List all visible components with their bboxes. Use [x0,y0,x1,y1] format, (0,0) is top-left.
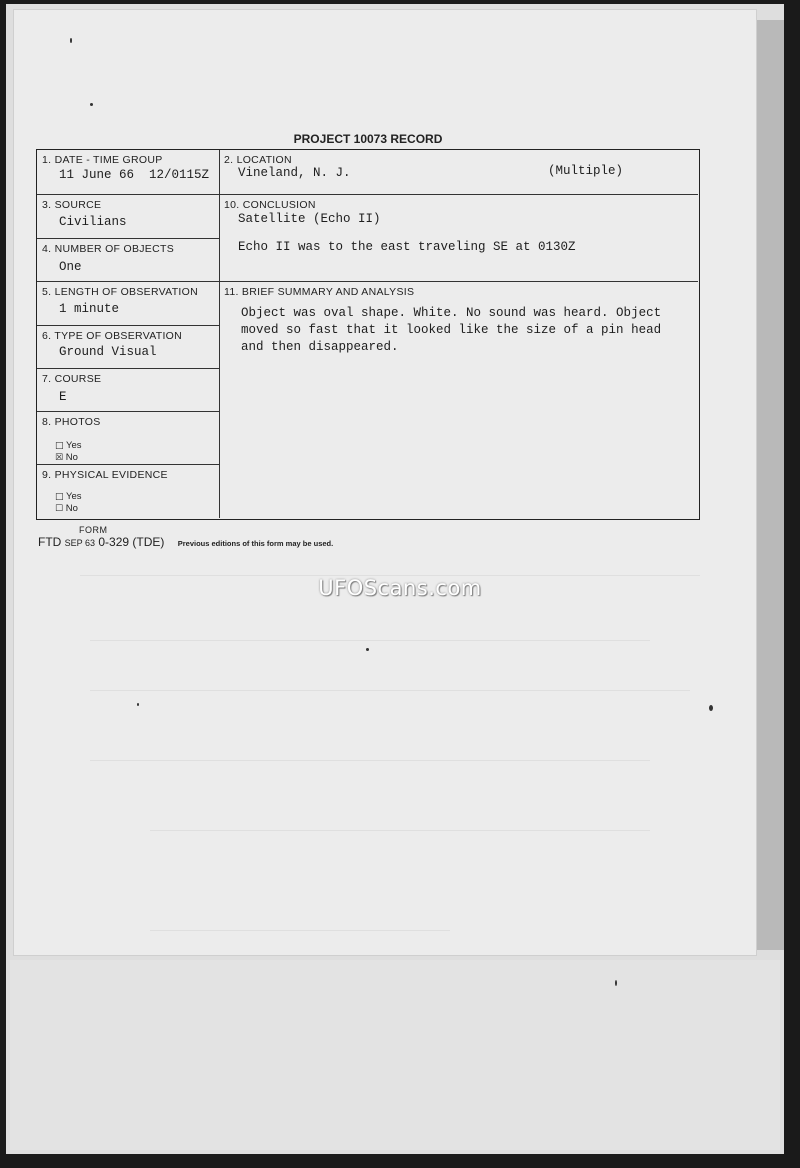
location-note: (Multiple) [548,164,624,178]
source-value: Civilians [59,215,127,229]
photos-no-label: No [65,452,78,463]
footer-form-number: 0-329 (TDE) [98,535,165,549]
photos-label: 8. PHOTOS [42,416,101,428]
physical-evidence-label: 9. PHYSICAL EVIDENCE [42,469,168,481]
scan-speck [137,703,139,706]
photos-yes-option[interactable] [55,440,81,452]
evidence-no-label: No [65,503,78,514]
summary-cell [220,281,698,518]
summary-line: and then disappeared. [241,340,399,354]
type-of-observation-label: 6. TYPE OF OBSERVATION [42,330,183,342]
date-time-cell [37,150,220,194]
photos-yes-label: Yes [65,440,82,451]
bleed-through-line [150,930,450,931]
number-of-objects-label: 4. NUMBER OF OBJECTS [42,243,175,255]
scan-speck [709,705,713,711]
scan-speck [366,648,369,651]
photos-no-option[interactable] [55,452,78,464]
conclusion-label: 10. CONCLUSION [224,199,316,211]
type-of-observation-cell [37,325,220,368]
bleed-through-line [90,640,650,641]
footer-form-identifier [38,535,333,549]
bleed-through-line [90,760,650,761]
date-time-label: 1. DATE - TIME GROUP [42,154,163,166]
evidence-yes-checkbox[interactable]: □ [55,492,64,502]
evidence-yes-label: Yes [65,491,82,502]
form-footer [38,525,718,555]
footer-form-date: SEP 63 [64,538,96,548]
length-of-observation-value: 1 minute [59,302,120,316]
record-form [36,149,700,520]
physical-evidence-cell [37,464,220,518]
source-label: 3. SOURCE [42,199,102,211]
number-of-objects-value: One [59,260,82,274]
conclusion-detail: Echo II was to the east traveling SE at 0130Z [238,240,576,254]
location-value: Vineland, N. J. [238,166,351,180]
bleed-through-line [150,830,650,831]
underlying-sheet [10,960,780,1150]
number-of-objects-cell [37,238,220,281]
footer-form-id: FTD [38,535,62,549]
footer-form-word: FORM [79,525,108,535]
length-of-observation-label: 5. LENGTH OF OBSERVATION [42,286,198,298]
conclusion-cell [220,194,698,281]
summary-label: 11. BRIEF SUMMARY AND ANALYSIS [224,286,415,298]
photos-cell [37,411,220,464]
type-of-observation-value: Ground Visual [59,345,157,359]
photos-no-checkbox[interactable]: ☒ [55,453,64,463]
summary-line: Object was oval shape. White. No sound was heard. Object [241,306,662,320]
evidence-no-checkbox[interactable]: ☐ [55,504,64,514]
scan-speck [70,38,72,43]
photos-yes-checkbox[interactable]: □ [55,441,64,451]
footer-note: Previous editions of this form may be used. [177,539,334,548]
evidence-yes-option[interactable] [55,491,81,503]
watermark-text: UFOScans.com [318,576,482,600]
page-edge-shadow [756,20,784,950]
course-cell [37,368,220,411]
bleed-through-line [90,690,690,691]
summary-line: moved so fast that it looked like the size of a pin head [241,323,662,337]
scan-speck [615,980,617,986]
time-value: 12/0115Z [149,168,210,182]
source-cell [37,194,220,238]
conclusion-value: Satellite (Echo II) [238,212,381,226]
location-label: 2. LOCATION [224,154,292,166]
date-time-value [59,167,209,184]
location-cell [220,150,698,194]
scan-speck [90,103,93,106]
course-label: 7. COURSE [42,373,102,385]
form-title: PROJECT 10073 RECORD [293,132,443,146]
date-value: 11 June 66 [59,168,135,182]
course-value: E [59,390,67,404]
evidence-no-option[interactable] [55,503,78,515]
length-of-observation-cell [37,281,220,325]
